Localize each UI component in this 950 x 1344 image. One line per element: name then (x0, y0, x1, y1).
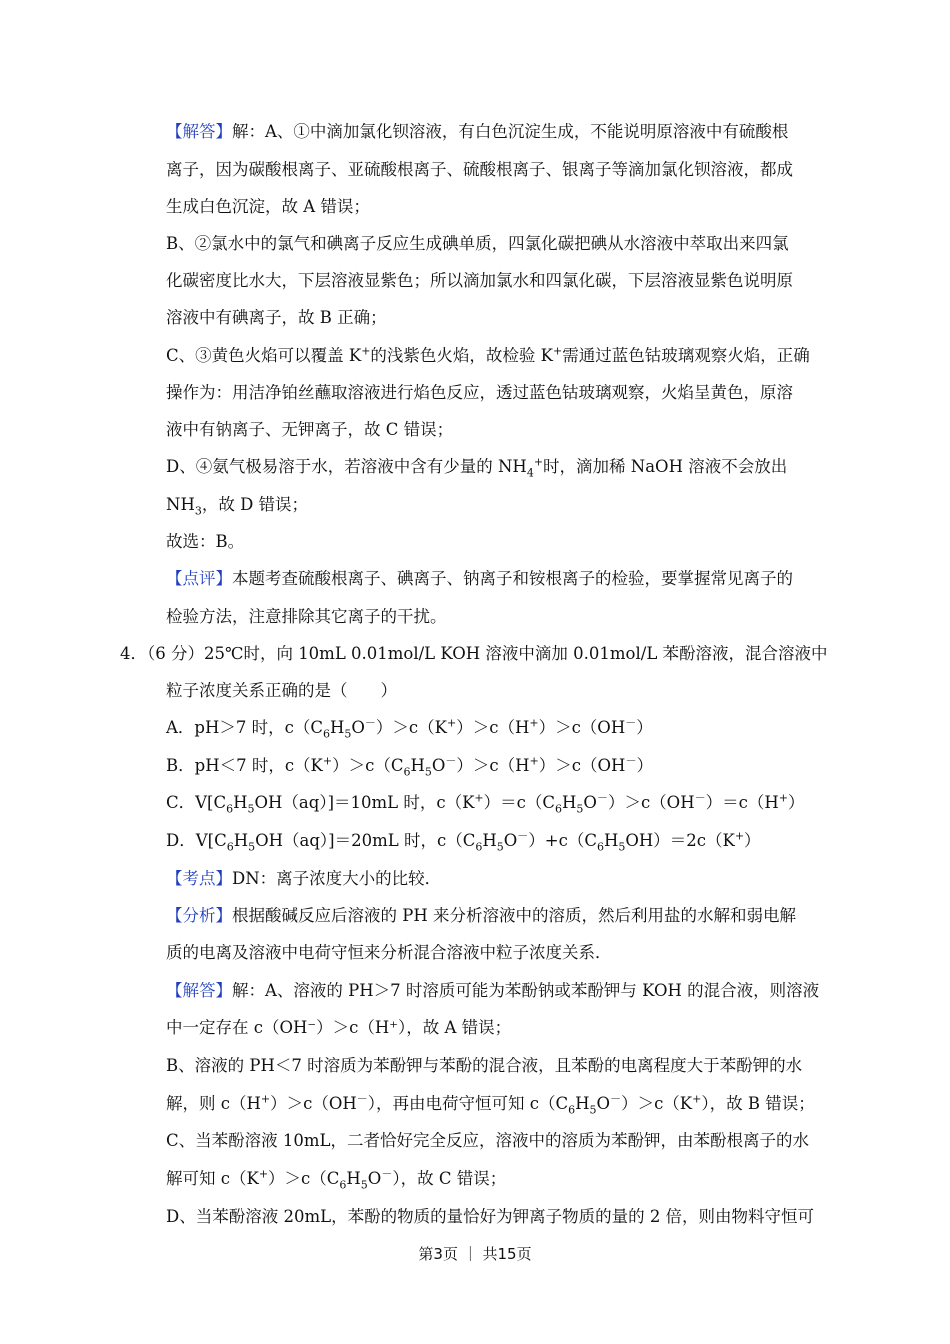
text-line: C、当苯酚溶液 10mL，二者恰好完全反应，溶液中的溶质为苯酚钾，由苯酚根离子的水 (166, 1131, 809, 1150)
text-line: B、②氯水中的氯气和碘离子反应生成碘单质，四氯化碳把碘从水溶液中萃取出来四氯 (166, 234, 789, 253)
text-line: D、当苯酚溶液 20mL，苯酚的物质的量恰好为钾离子物质的量的 2 倍，则由物料守恒可 (166, 1207, 815, 1226)
text-line: 操作为：用洁净铂丝蘸取溶液进行焰色反应，透过蓝色钴玻璃观察，火焰呈黄色，原溶 (166, 383, 793, 402)
text-line: D、④氨气极易溶于水，若溶液中含有少量的 $NH_4^+$时，滴加稀 NaOH 溶液不会放出 (166, 455, 788, 480)
text-line: B、溶液的 PH＜7 时溶质为苯酚钾与苯酚的混合液，且苯酚的电离程度大于苯酚钾的水 (166, 1056, 803, 1075)
text-line: 【分析】根据酸碱反应后溶液的 PH 来分析溶液中的溶质，然后利用盐的水解和弱电解 (166, 906, 796, 925)
text-line: 中一定存在 c（OH⁻）＞c（H⁺），故 A 错误； (166, 1018, 512, 1037)
text-line: 离子，因为碳酸根离子、亚硫酸根离子、硫酸根离子、银离子等滴加氯化钡溶液，都成 (166, 160, 793, 179)
question-4-stem: 4．（6 分）25℃时，向 10mL 0.01mol/L KOH 溶液中滴加 0.01mol/L 苯酚溶液，混合溶液中 (120, 644, 828, 663)
comment-tag: 【点评】 (166, 569, 232, 588)
text-line: 化碳密度比水大，下层溶液显紫色；所以滴加氯水和四氯化碳，下层溶液显紫色说明原 (166, 271, 793, 290)
analysis-tag: 【分析】 (166, 906, 232, 925)
text-line: $NH_3$，故 D 错误； (166, 495, 309, 518)
text-line: 解，则 c（H+）＞c（OH－），再由电荷守恒可知 $c(C_6H_5O^-)>c(K^+)$，故 B 错误； (166, 1092, 815, 1117)
option-d[interactable]: D．$V[C_6H_5OH(aq)]=20mL$ 时，$c(C_6H_5O^-)+c(C_6H_5OH)=2c(K^+)$ (166, 829, 761, 854)
page-footer: 第3页 ｜ 共15页 (418, 1245, 532, 1263)
text-line: 故选：B。 (166, 532, 245, 551)
option-a[interactable]: A．pH＞7 时，$c(C_6H_5O^-)>c(K^+)>c(H^+)>c(OH^-)$ (166, 716, 653, 741)
text-line: 溶液中有碘离子，故 B 正确； (166, 308, 387, 327)
text-line: C、③黄色火焰可以覆盖 K+的浅紫色火焰，故检验 K+需通过蓝色钴玻璃观察火焰，正确 (166, 344, 810, 365)
text-line: 【考点】DN：离子浓度大小的比较． (166, 869, 442, 888)
answer-tag: 【解答】 (166, 122, 232, 141)
text-line: 粒子浓度关系正确的是（ ） (166, 681, 397, 700)
text-line: 【点评】本题考查硫酸根离子、碘离子、钠离子和铵根离子的检验，要掌握常见离子的 (166, 569, 793, 588)
text-line: 解可知 $c(K^+)>c(C_6H_5O^-)$，故 C 错误； (166, 1167, 507, 1192)
text-line: 质的电离及溶液中电荷守恒来分析混合溶液中粒子浓度关系． (166, 943, 612, 962)
text-line: 【解答】解：A、①中滴加氯化钡溶液，有白色沉淀生成，不能说明原溶液中有硫酸根 (166, 122, 789, 141)
text-line: 检验方法，注意排除其它离子的干扰。 (166, 607, 447, 626)
text-line: 生成白色沉淀，故 A 错误； (166, 197, 370, 216)
option-b[interactable]: B．pH＜7 时，$c(K^+)>c(C_6H_5O^-)>c(H^+)>c(OH^-)$ (166, 754, 653, 779)
text-line: 【解答】解：A、溶液的 PH＞7 时溶质可能为苯酚钠或苯酚钾与 KOH 的混合液，则溶液 (166, 981, 820, 1000)
option-c[interactable]: C．$V[C_6H_5OH(aq)]=10mL$ 时，$c(K^+)=c(C_6H_5O^-)>c(OH^-)=c(H^+)$ (166, 791, 805, 816)
answer-tag: 【解答】 (166, 981, 232, 1000)
text-line: 液中有钠离子、无钾离子，故 C 错误； (166, 420, 454, 439)
kaodian-tag: 【考点】 (166, 869, 232, 888)
